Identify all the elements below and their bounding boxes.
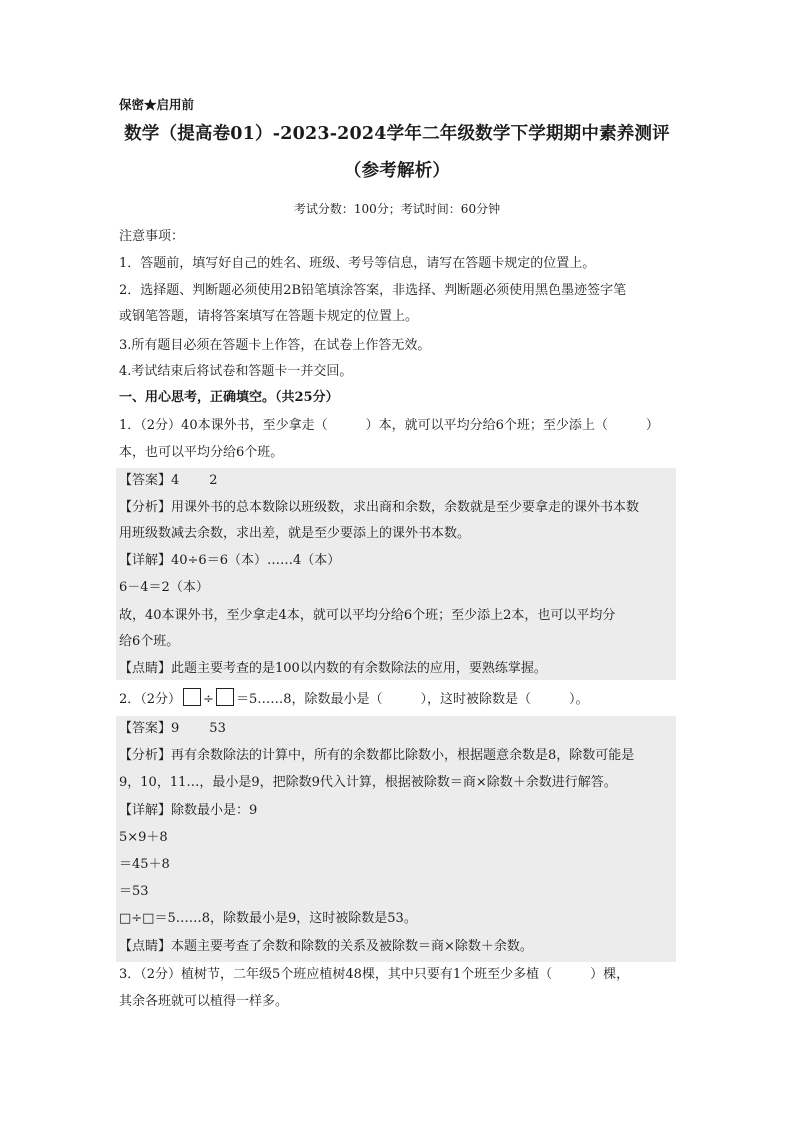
answer-label: 【答案】 [119,473,172,488]
q2-detail: □÷□＝5……8，除数最小是9，这时被除数是53。 [119,911,417,926]
question-3-stem-line2: 其余各班就可以植得一样多。 [119,994,289,1009]
page-subtitle: （参考解析） [343,161,451,181]
answer-value: 2 [209,473,218,488]
q1-analysis: 【分析】用课外书的总本数除以班级数，求出商和余数，余数就是至少要拿走的课外书本数 [119,500,640,515]
question-1-stem [119,416,659,436]
question-1-stem-line2: 本，也可以平均分给6个班。 [119,445,284,460]
notice-item: 或钢笔答题，请将答案填写在答题卡规定的位置上。 [119,309,419,324]
blank-box [183,688,201,706]
q2-answer [119,719,226,739]
notice-item: 4.考试结束后将试卷和答题卡一并交回。 [119,364,353,379]
q1-answer [119,471,218,491]
q1-detail: 给6个班。 [119,634,180,649]
notice-item: 3.所有题目必须在答题卡上作答，在试卷上作答无效。 [119,338,431,353]
page-title: 数学（提高卷01）-2023-2024学年二年级数学下学期期中素养测评 [124,124,670,144]
division-sign: ÷ [203,692,214,707]
q2-stem-part: 2．（2分） [119,692,182,707]
q3-stem-part: ）棵， [590,967,630,982]
q1-detail: 【详解】40÷6＝6（本）……4（本） [119,553,341,568]
answer-value: 53 [209,721,226,736]
answer-value: 4 [171,473,180,488]
question-2-stem [119,688,589,710]
q2-detail: 【详解】除数最小是：9 [119,803,258,818]
q1-stem-part: ） [645,418,659,433]
q2-analysis: 9，10，11…，最小是9，把除数9代入计算，根据被除数＝商×除数＋余数进行解答。 [119,775,617,790]
q2-detail: ＝53 [119,884,149,899]
q1-stem-part: 1．（2分）40本课外书，至少拿走（ [119,418,328,433]
q2-stem-part: ）。 [569,692,589,707]
q1-analysis: 用班级数减去余数，求出差，就是至少要添上的课外书本数。 [119,526,471,541]
question-3-stem [119,965,629,985]
q2-stem-part: ），这时被除数是（ [420,692,532,707]
q1-stem-part: ）本，就可以平均分给6个班；至少添上（ [365,418,608,433]
section-heading: 一、用心思考，正确填空。（共25分） [119,390,339,405]
q2-detail: 5×9＋8 [119,830,168,845]
q2-analysis: 【分析】再有余数除法的计算中，所有的余数都比除数小，根据题意余数是8，除数可能是 [119,748,635,763]
q2-stem-part: ＝5……8，除数最小是（ [235,692,383,707]
answer-value: 9 [171,721,180,736]
q1-detail: 故，40本课外书，至少拿走4本，就可以平均分给6个班；至少添上2本，也可以平均分 [119,608,616,623]
confidential-label: 保密★启用前 [119,97,195,112]
q2-detail: ＝45＋8 [119,857,170,872]
answer-label: 【答案】 [119,721,172,736]
exam-meta: 考试分数：100分；考试时间：60分钟 [293,202,501,216]
notice-heading: 注意事项： [119,229,185,244]
notice-item: 1．答题前，填写好自己的姓名、班级、考号等信息，请写在答题卡规定的位置上。 [119,256,596,271]
q2-comment: 【点睛】本题主要考查了余数和除数的关系及被除数＝商×除数＋余数。 [119,939,533,954]
notice-item: 2．选择题、判断题必须使用2B铅笔填涂答案，非选择、判断题必须使用黑色墨迹签字笔 [119,283,627,298]
q1-comment: 【点睛】此题主要考查的是100以内数的有余数除法的应用，要熟练掌握。 [119,661,547,676]
q1-detail: 6－4＝2（本） [119,580,209,595]
q3-stem-part: 3．（2分）植树节，二年级5个班应植树48棵，其中只要有1个班至少多植（ [119,967,553,982]
blank-box [216,688,234,706]
